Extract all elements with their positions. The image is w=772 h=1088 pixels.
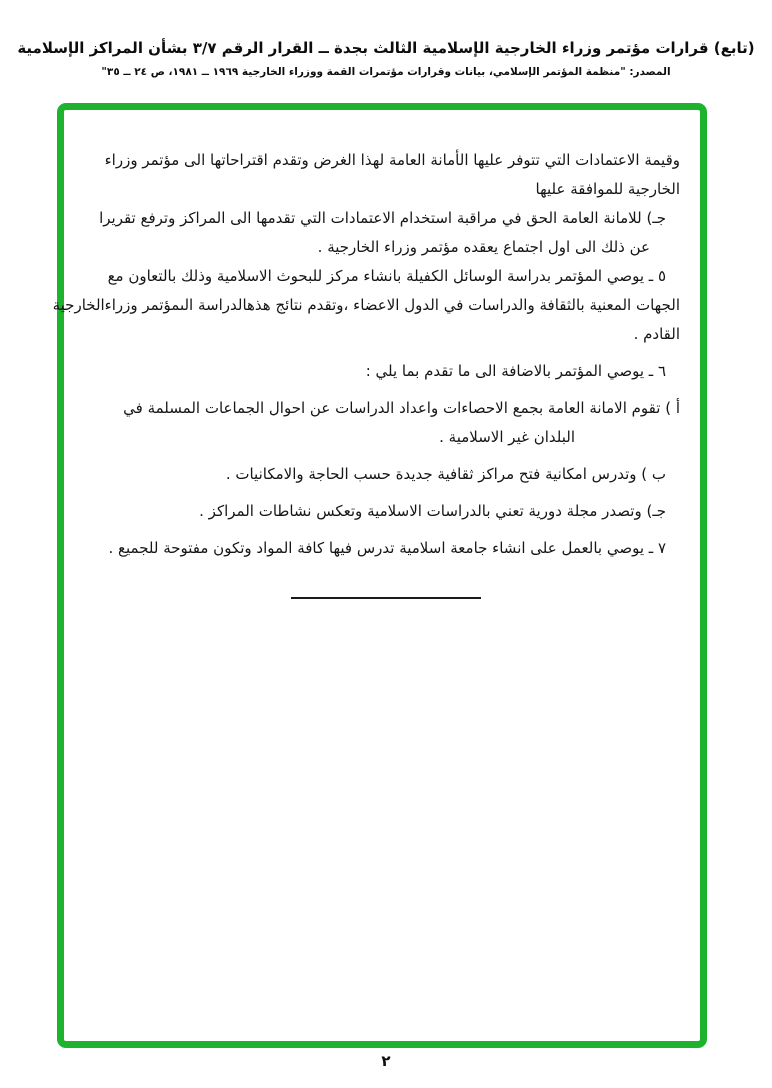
document-line: الخارجية للموافقة عليها <box>535 180 680 198</box>
page-number: ٢ <box>381 1052 391 1070</box>
document-body <box>52 110 700 1041</box>
document-line: ٧ ـ يوصي بالعمل على انشاء جامعة اسلامية تدرس فيها كافة المواد وتكون مفتوحة للجميع . <box>108 539 666 557</box>
document-line: جـ) للامانة العامة الحق في مراقبة استخدام الاعتمادات التي تقدمها الى المراكز وترفع تقريرا <box>99 209 666 227</box>
document-line: ٦ ـ يوصي المؤتمر بالاضافة الى ما تقدم بما يلي : <box>365 362 666 380</box>
header-title: (تابع) قرارات مؤتمر وزراء الخارجية الإسلامية الثالث بجدة ــ القرار الرقم ٣/٧ بشأن المراكز الإسلامية <box>17 39 755 57</box>
document-line: عن ذلك الى اول اجتماع يعقده مؤتمر وزراء الخارجية . <box>317 238 650 256</box>
document-line: البلدان غير الاسلامية . <box>439 428 575 446</box>
header-source-line: المصدر: "منظمة المؤتمر الإسلامي، بيانات وقرارات مؤتمرات القمة ووزراء الخارجية ١٩٦٩ ــ ١٩٨١، ص ٢٤ ــ ٣٥" <box>101 66 671 78</box>
document-line: جـ) وتصدر مجلة دورية تعني بالدراسات الاسلامية وتعكس نشاطات المراكز . <box>199 502 666 520</box>
document-frame <box>52 103 707 1048</box>
document-line: وقيمة الاعتمادات التي تتوفر عليها الأمانة العامة لهذا الغرض وتقدم اقتراحاتها الى مؤتمر وزراء <box>104 151 680 169</box>
document-line: الجهات المعنية بالثقافة والدراسات في الدول الاعضاء ،وتقدم نتائج هذهالدراسة الىمؤتمر وزراءالخارجية <box>52 296 680 314</box>
document-line: أ ) تقوم الامانة العامة بجمع الاحصاءات واعداد الدراسات عن احوال الجماعات المسلمة في <box>123 399 680 417</box>
document-line: ب ) وتدرس امكانية فتح مراكز ثقافية جديدة حسب الحاجة والامكانيات . <box>225 465 666 483</box>
document-line: القادم . <box>633 325 680 343</box>
divider-line <box>291 597 481 599</box>
document-line: ٥ ـ يوصي المؤتمر بدراسة الوسائل الكفيلة بانشاء مركز للبحوث الاسلامية وذلك بالتعاون مع <box>107 267 666 285</box>
page-header <box>0 36 772 81</box>
